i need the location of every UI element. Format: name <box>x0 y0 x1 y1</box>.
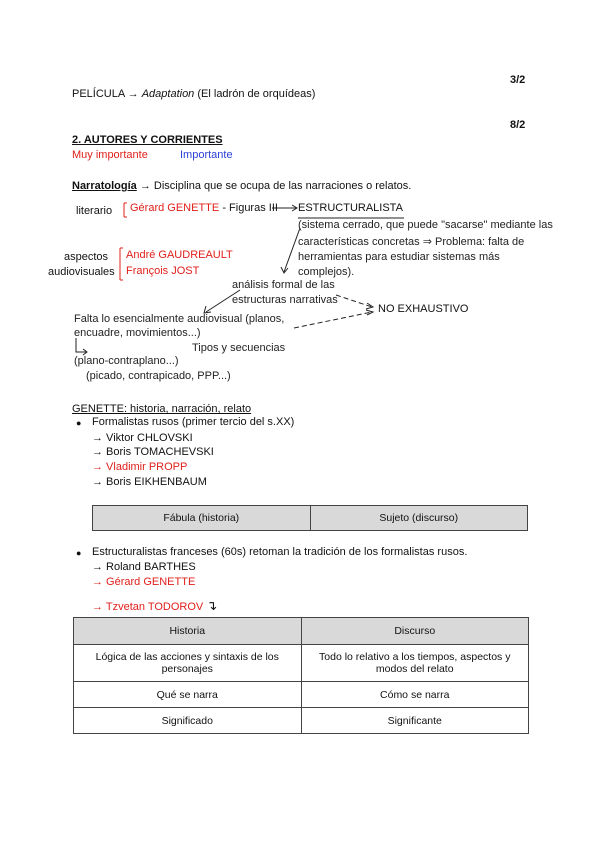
table-header: Discurso <box>301 618 529 645</box>
historia-discurso-table <box>73 617 529 734</box>
bullet-icon: ● <box>76 418 82 428</box>
frances-3: → Tzvetan TODOROV <box>92 601 204 613</box>
table-row <box>93 506 528 531</box>
ruso-1: → Viktor CHLOVSKI <box>92 432 193 444</box>
no-exhaustivo: NO EXHAUSTIVO <box>378 303 469 315</box>
table-header-row <box>74 618 529 645</box>
table-cell: Fábula (historia) <box>93 506 311 531</box>
narratologia-text: → Disciplina que se ocupa de las narraciones o relatos. <box>139 180 412 192</box>
estructuralista-label: ESTRUCTURALISTA <box>298 202 403 214</box>
bullet-1: Formalistas rusos (primer tercio del s.XX) <box>92 416 295 428</box>
gaudreault: André GAUDREAULT <box>126 249 233 261</box>
ruso-2: → Boris TOMACHEVSKI <box>92 446 214 458</box>
picado: (picado, contrapicado, PPP...) <box>86 370 231 382</box>
falta-2: encuadre, movimientos...) <box>74 327 201 339</box>
tipos: Tipos y secuencias <box>192 342 286 354</box>
table-row <box>74 682 529 708</box>
struct-note-1: (sistema cerrado, que puede "sacarse" mediante las <box>298 219 553 231</box>
genette-title: GENETTE: historia, narración, relato <box>72 403 252 415</box>
table-cell: Lógica de las acciones y sintaxis de los personajes <box>74 645 302 682</box>
falta-1: Falta lo esencialmente audiovisual (planos, <box>74 313 285 325</box>
score-1: 3/2 <box>510 74 526 86</box>
ruso-3: → Vladimir PROPP <box>92 461 188 473</box>
frances-2: → Gérard GENETTE <box>92 576 196 588</box>
legend-red: Muy importante <box>72 149 148 161</box>
struct-note-2: características concretas ⇒ Problema: falta de <box>298 236 525 248</box>
struct-note-4: complejos). <box>298 266 355 278</box>
bullet-icon: ● <box>76 548 82 558</box>
table-cell: Todo lo relativo a los tiempos, aspectos y modos del relato <box>301 645 529 682</box>
struct-note-3: herramientas para estudiar sistemas más <box>298 251 500 263</box>
table-cell: Significante <box>301 708 529 734</box>
table-row <box>74 645 529 682</box>
pelicula-suffix: (El ladrón de orquídeas) <box>197 88 316 100</box>
table-cell: Cómo se narra <box>301 682 529 708</box>
table-header: Historia <box>74 618 302 645</box>
table-cell: Qué se narra <box>74 682 302 708</box>
aspectos-2: audiovisuales <box>48 266 115 278</box>
score-2: 8/2 <box>510 119 526 131</box>
table-cell: Sujeto (discurso) <box>310 506 528 531</box>
pelicula-title: Adaptation <box>141 88 195 100</box>
bullet-2: Estructuralistas franceses (60s) retoman la tradición de los formalistas rusos. <box>92 546 468 558</box>
jost: François JOST <box>126 265 200 277</box>
aspectos-1: aspectos <box>64 251 109 263</box>
ruso-4: → Boris EIKHENBAUM <box>92 476 207 488</box>
frances-1: → Roland BARTHES <box>92 561 196 573</box>
diagram-literario: literario <box>76 205 113 217</box>
legend-blue: Importante <box>180 149 233 161</box>
frances-3-line <box>92 598 217 614</box>
fabula-sujeto-table <box>92 505 528 531</box>
table-cell: Significado <box>74 708 302 734</box>
table-row <box>74 708 529 734</box>
genette-figuras <box>130 202 278 214</box>
genette-name: Gérard GENETTE <box>130 202 220 214</box>
genette-book: - Figuras III <box>222 202 278 214</box>
hook-arrow-icon: ↴ <box>206 598 218 613</box>
analisis-2: estructuras narrativas <box>232 294 338 306</box>
narratologia-label: Narratología <box>72 180 137 192</box>
plano: (plano-contraplano...) <box>74 355 179 367</box>
section-title: 2. AUTORES Y CORRIENTES <box>72 134 223 146</box>
pelicula-prefix: PELÍCULA → <box>72 88 139 100</box>
analisis-1: análisis formal de las <box>232 279 335 291</box>
